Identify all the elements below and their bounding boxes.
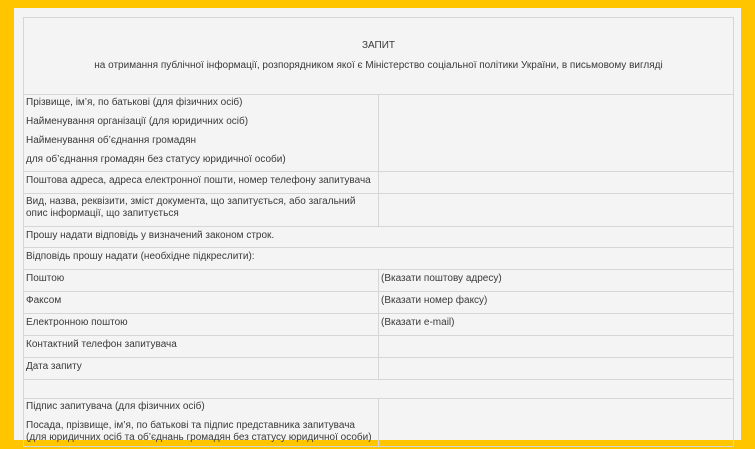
date-label: Дата запиту <box>24 358 379 380</box>
spacer-row <box>24 380 734 399</box>
date-value-cell[interactable] <box>379 358 734 380</box>
fax-hint[interactable]: (Вказати номер факсу) <box>379 292 734 314</box>
fax-option-label[interactable]: Факсом <box>24 292 379 314</box>
request-form-table <box>23 17 734 447</box>
names-value-cell[interactable] <box>379 95 734 172</box>
association-status-label: для об’єднання громадян без статусу юридичної особи) <box>26 154 286 165</box>
mail-row <box>24 270 734 292</box>
form-subtitle: на отримання публічної інформації, розпорядником якої є Міністерство соціальної політики України, в письмовому вигляді <box>94 60 663 71</box>
phone-label: Контактний телефон запитувача <box>24 336 379 358</box>
mail-option-label[interactable]: Поштою <box>24 270 379 292</box>
form-header-row <box>24 18 734 95</box>
document-row <box>24 194 734 227</box>
email-hint[interactable]: (Вказати e-mail) <box>379 314 734 336</box>
phone-value-cell[interactable] <box>379 336 734 358</box>
individual-signature-label: Підпис запитувача (для фізичних осіб) <box>26 401 205 412</box>
mail-hint[interactable]: (Вказати поштову адресу) <box>379 270 734 292</box>
document-desc-label: Вид, назва, реквізити, зміст документа, що запитується, або загальний опис інформації, що запитується <box>24 194 379 227</box>
method-row <box>24 248 734 270</box>
email-option-label[interactable]: Електронною поштою <box>24 314 379 336</box>
address-row <box>24 172 734 194</box>
names-row <box>24 95 734 172</box>
signature-value-cell[interactable] <box>379 399 734 447</box>
form-title: ЗАПИТ <box>361 40 396 51</box>
answer-method-text: Відповідь прошу надати (необхідне підкреслити): <box>24 248 734 270</box>
representative-signature-label: Посада, прізвище, ім’я, по батькові та підпис представника запитувача (для юридичних осіб та об’єднань громадян без статусу юридичної особи) <box>26 420 372 443</box>
spacer-cell <box>24 380 734 399</box>
individual-name-label: Прізвище, ім’я, по батькові (для фізичних осіб) <box>26 97 243 108</box>
names-label-cell <box>24 95 379 172</box>
association-name-label: Найменування об’єднання громадян <box>26 135 197 146</box>
phone-row <box>24 336 734 358</box>
address-value-cell[interactable] <box>379 172 734 194</box>
organization-name-label: Найменування організації (для юридичних осіб) <box>26 116 249 127</box>
deadline-row <box>24 227 734 248</box>
request-form-sheet <box>14 8 741 443</box>
document-value-cell[interactable] <box>379 194 734 227</box>
answer-deadline-text: Прошу надати відповідь у визначений законом строк. <box>24 227 734 248</box>
fax-row <box>24 292 734 314</box>
date-row <box>24 358 734 380</box>
signature-row <box>24 399 734 447</box>
email-row <box>24 314 734 336</box>
form-header-cell <box>24 18 734 95</box>
address-label: Поштова адреса, адреса електронної пошти, номер телефону запитувача <box>24 172 379 194</box>
signature-label-cell <box>24 399 379 447</box>
